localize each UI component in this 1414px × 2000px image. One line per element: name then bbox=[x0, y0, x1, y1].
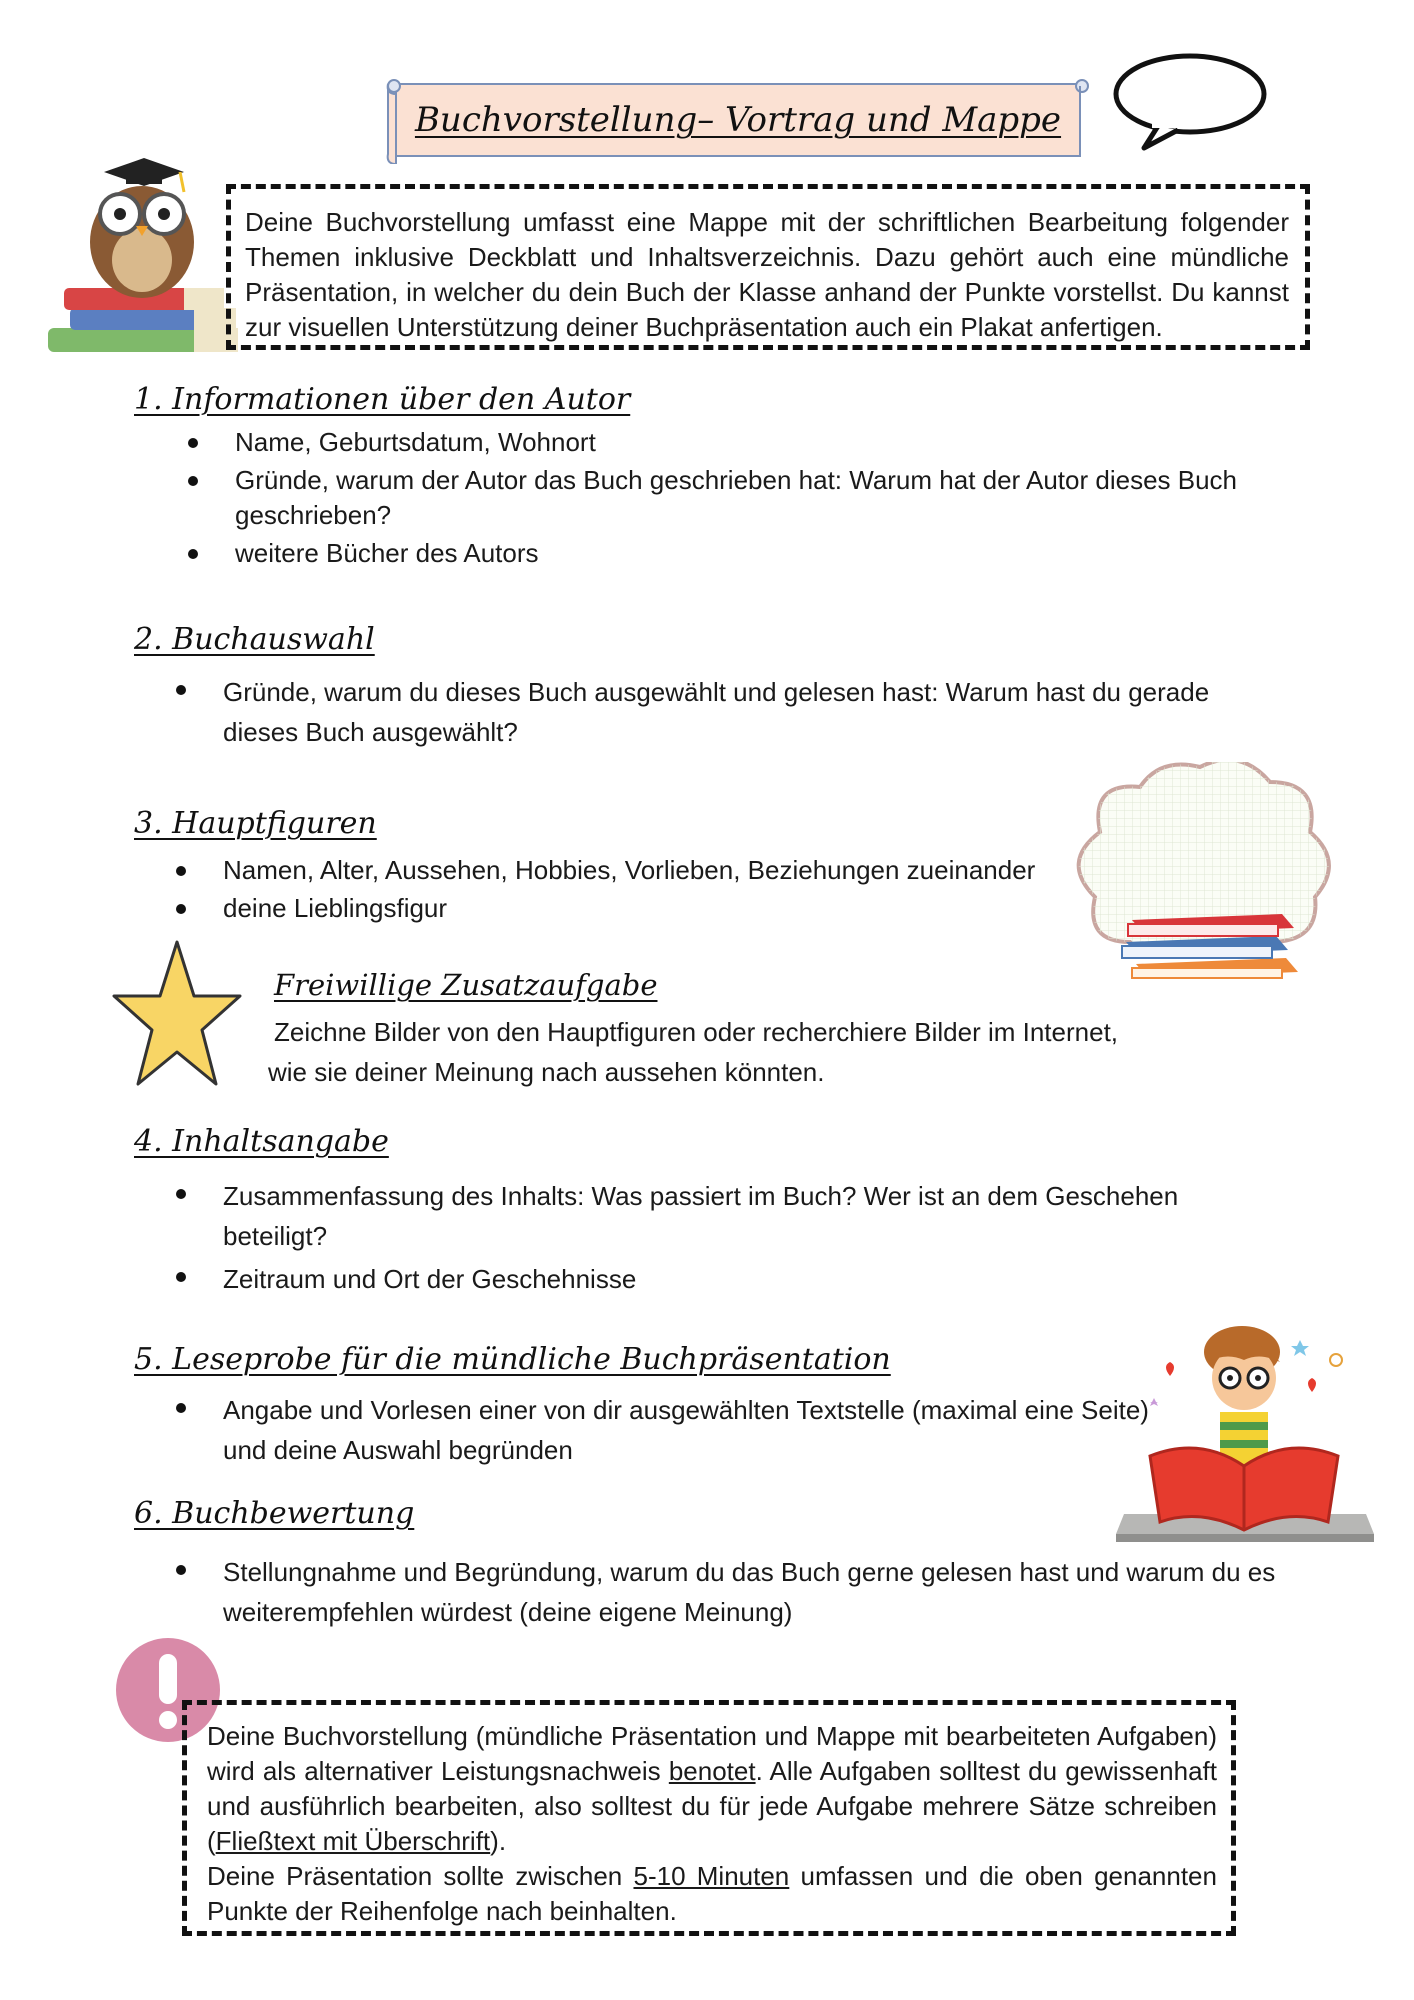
page-title: Buchvorstellung– Vortrag und Mappe bbox=[414, 100, 1062, 140]
list-item: Stellungnahme und Begründung, warum du das Buch gerne gelesen hast und warum du es weiterempfehlen würdest (deine eigene Meinung) bbox=[168, 1552, 1308, 1632]
intro-box bbox=[226, 184, 1310, 350]
cloud-with-books-icon bbox=[1060, 762, 1340, 992]
list-item: Zeitraum und Ort der Geschehnisse bbox=[168, 1259, 1198, 1299]
extra-task-text: Zeichne Bilder von den Hauptfiguren oder recherchiere Bilder im Internet, wie sie deiner Meinung nach aussehen könnten. bbox=[268, 1017, 1119, 1087]
section-heading-book-choice: 2. Buchauswahl bbox=[134, 622, 375, 657]
child-reading-book-icon bbox=[1110, 1316, 1380, 1546]
list-item: Angabe und Vorlesen einer von dir ausgewählten Textstelle (maximal eine Seite) und deine Auswahl begründen bbox=[168, 1390, 1158, 1470]
book-choice-list bbox=[168, 672, 1228, 755]
section-heading-summary: 4. Inhaltsangabe bbox=[134, 1124, 389, 1159]
section-heading-characters: 3. Hauptfiguren bbox=[134, 806, 377, 841]
characters-list bbox=[168, 853, 1068, 929]
list-item: deine Lieblingsfigur bbox=[168, 891, 1068, 926]
grading-notice-paragraph-1: Deine Buchvorstellung (mündliche Präsentation und Mappe mit bearbeiteten Aufgaben) wird als alternativer Leistungsnachweis benotet. Alle Aufgaben solltest du gewissenhaft und ausführlich bearbeiten, also solltest du für jede Aufgabe mehrere Sätze schreiben (Fließtext mit Überschrift). bbox=[207, 1721, 1217, 1856]
list-item: Zusammenfassung des Inhalts: Was passiert im Buch? Wer ist an dem Geschehen beteiligt? bbox=[168, 1176, 1198, 1256]
list-item: Gründe, warum der Autor das Buch geschrieben hat: Warum hat der Autor dieses Buch geschrieben? bbox=[180, 463, 1270, 533]
rating-list bbox=[168, 1552, 1308, 1635]
intro-text: Deine Buchvorstellung umfasst eine Mappe mit der schriftlichen Bearbeitung folgender Themen inklusive Deckblatt und Inhaltsverzeichnis. Dazu gehört auch eine mündliche Präsentation, in welcher du dein Buch der Klasse anhand der Punkte vorstellst. Du kannst zur visuellen Unterstützung deiner Buchpräsentation auch ein Plakat anfertigen. bbox=[245, 207, 1289, 342]
title-banner bbox=[382, 78, 1094, 164]
extra-task-heading: Freiwillige Zusatzaufgabe bbox=[274, 968, 658, 1002]
section-heading-reading-sample: 5. Leseprobe für die mündliche Buchpräsentation bbox=[134, 1342, 891, 1377]
speech-bubble-icon bbox=[1108, 52, 1268, 152]
grading-notice-box bbox=[182, 1700, 1236, 1936]
star-icon bbox=[112, 938, 242, 1088]
list-item: Namen, Alter, Aussehen, Hobbies, Vorlieben, Beziehungen zueinander bbox=[168, 853, 1068, 888]
summary-list bbox=[168, 1176, 1198, 1302]
reading-sample-list bbox=[168, 1390, 1158, 1473]
grading-notice-paragraph-2: Deine Präsentation sollte zwischen 5-10 Minuten umfassen und die oben genannten Punkte der Reihenfolge nach beinhalten. bbox=[207, 1861, 1217, 1926]
graded-emphasis: benotet bbox=[668, 1756, 756, 1786]
list-item: weitere Bücher des Autors bbox=[180, 536, 1270, 571]
section-heading-rating: 6. Buchbewertung bbox=[134, 1496, 415, 1531]
list-item: Gründe, warum du dieses Buch ausgewählt und gelesen hast: Warum hast du gerade dieses Buch ausgewählt? bbox=[168, 672, 1228, 752]
section-heading-author: 1. Informationen über den Autor bbox=[134, 382, 631, 417]
author-list bbox=[180, 425, 1270, 574]
owl-with-books-icon bbox=[44, 152, 244, 357]
text-format-emphasis: Fließtext mit Überschrift bbox=[215, 1826, 491, 1856]
list-item: Name, Geburtsdatum, Wohnort bbox=[180, 425, 1270, 460]
duration-emphasis: 5-10 Minuten bbox=[633, 1861, 790, 1891]
